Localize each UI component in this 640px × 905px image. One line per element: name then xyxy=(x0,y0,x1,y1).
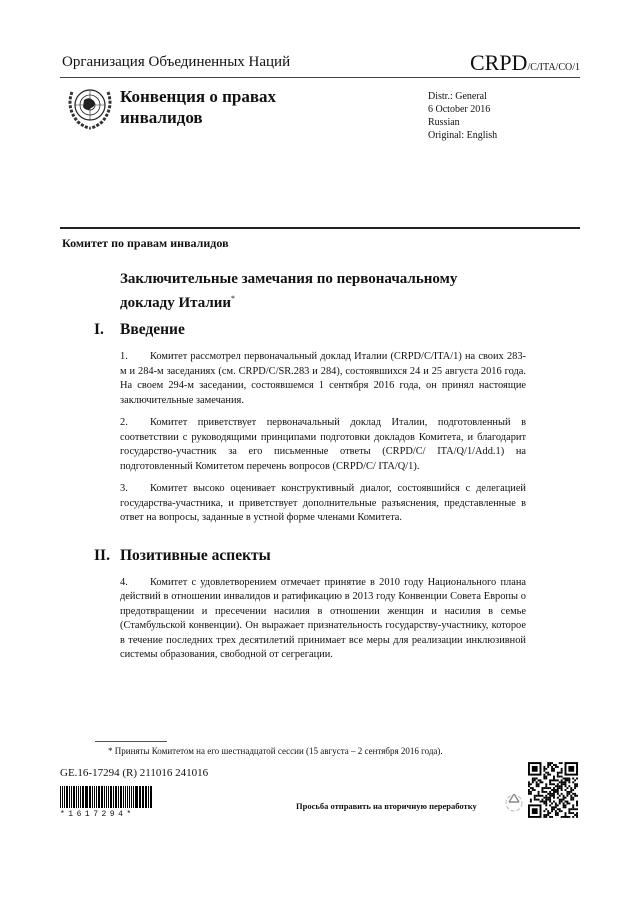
original-language: Original: English xyxy=(428,130,498,141)
distribution: Distr.: General xyxy=(428,91,487,102)
paragraph-number: 4. xyxy=(120,576,128,588)
paragraph-number: 1. xyxy=(120,351,128,362)
paragraph xyxy=(120,350,526,408)
job-number: GE.16-17294 (R) 211016 241016 xyxy=(60,767,209,779)
paragraph-text: Комитет высоко оценивает конструктивный диалог, состоявшийся с делегацией государства-участника, и приветствует дополнительные разъяснения, представленные в ответ на вопросы, заданные в устной форме членами Комитета. xyxy=(120,483,526,523)
distribution-block xyxy=(428,90,497,142)
recycle-notice: Просьба отправить на вторичную переработку xyxy=(296,801,477,811)
paragraph-text: Комитет рассмотрел первоначальный доклад Италии (CRPD/C/ITA/1) на своих 283-м и 284-м заседаниях (см. CRPD/C/SR.283 и 284), состоявшихся 24 и 25 августа 2016 года. На своем 294-м заседании, состоявшемся 1 сентября 2016 года, он принял настоящие заключительные замечания. xyxy=(120,351,526,406)
symbol-main: CRPD xyxy=(469,50,528,75)
section-number: I. xyxy=(94,321,104,338)
qr-code-icon xyxy=(528,762,578,818)
paragraph xyxy=(120,576,526,663)
un-emblem-icon xyxy=(64,82,116,132)
footnote: * Приняты Комитетом на его шестнадцатой сессии (15 августа – 2 сентября 2016 года). xyxy=(108,746,443,756)
barcode xyxy=(60,786,152,808)
language: Russian xyxy=(428,117,460,128)
paragraph-number: 3. xyxy=(120,483,128,494)
paragraph-text: Комитет с удовлетворением отмечает принятие в 2010 году Национального плана действий в отношении инвалидов и ратификацию в 2013 году Конвенции Совета Европы о предотвращении и пресечении насилия в отношении женщин и насилия в семье (Стамбульской конвенции). Он выражает признательность государству-участнику, которое в течение последних трех десятилетий принимает все меры для реализации инклюзивной системы образования, свободной от сегрегации. xyxy=(120,576,526,660)
date: 6 October 2016 xyxy=(428,104,491,115)
paragraph-number: 2. xyxy=(120,417,128,428)
barcode-number: *1617294* xyxy=(60,810,135,819)
header-divider xyxy=(60,77,580,78)
paragraph-text: Комитет приветствует первоначальный доклад Италии, подготовленный в соответствии с руководящими принципами подготовки докладов Комитета, и благодарит государство-участник за его письменные ответы (CRPD/C/ ITA/Q/1/Add.1) на подготовленный Комитетом перечень вопросов (CRPD/C/ ITA/Q/1). xyxy=(120,417,526,472)
convention-title xyxy=(120,86,276,128)
section-heading xyxy=(94,320,526,340)
recycle-icon xyxy=(504,792,524,812)
organization-name: Организация Объединенных Наций xyxy=(62,54,291,70)
footnote-divider xyxy=(95,741,167,742)
convention-title-line: инвалидов xyxy=(120,108,203,127)
symbol-sub: /C/ITA/CO/1 xyxy=(527,62,580,73)
section-heading xyxy=(94,546,526,566)
document-title-line: Заключительные замечания по первоначальному xyxy=(120,271,458,287)
section-number: II. xyxy=(94,546,110,564)
document-title-line: докладу Италии xyxy=(120,295,232,311)
paragraph xyxy=(120,482,526,526)
committee-name: Комитет по правам инвалидов xyxy=(62,236,229,250)
document-body xyxy=(94,320,526,671)
convention-title-line: Конвенция о правах xyxy=(120,87,277,106)
document-title xyxy=(120,270,520,313)
document-symbol xyxy=(470,50,580,76)
section-title: Введение xyxy=(120,321,185,338)
section-title: Позитивные аспекты xyxy=(120,546,271,564)
footnote-marker[interactable]: * xyxy=(231,294,236,303)
paragraph xyxy=(120,416,526,474)
title-divider xyxy=(60,227,580,229)
